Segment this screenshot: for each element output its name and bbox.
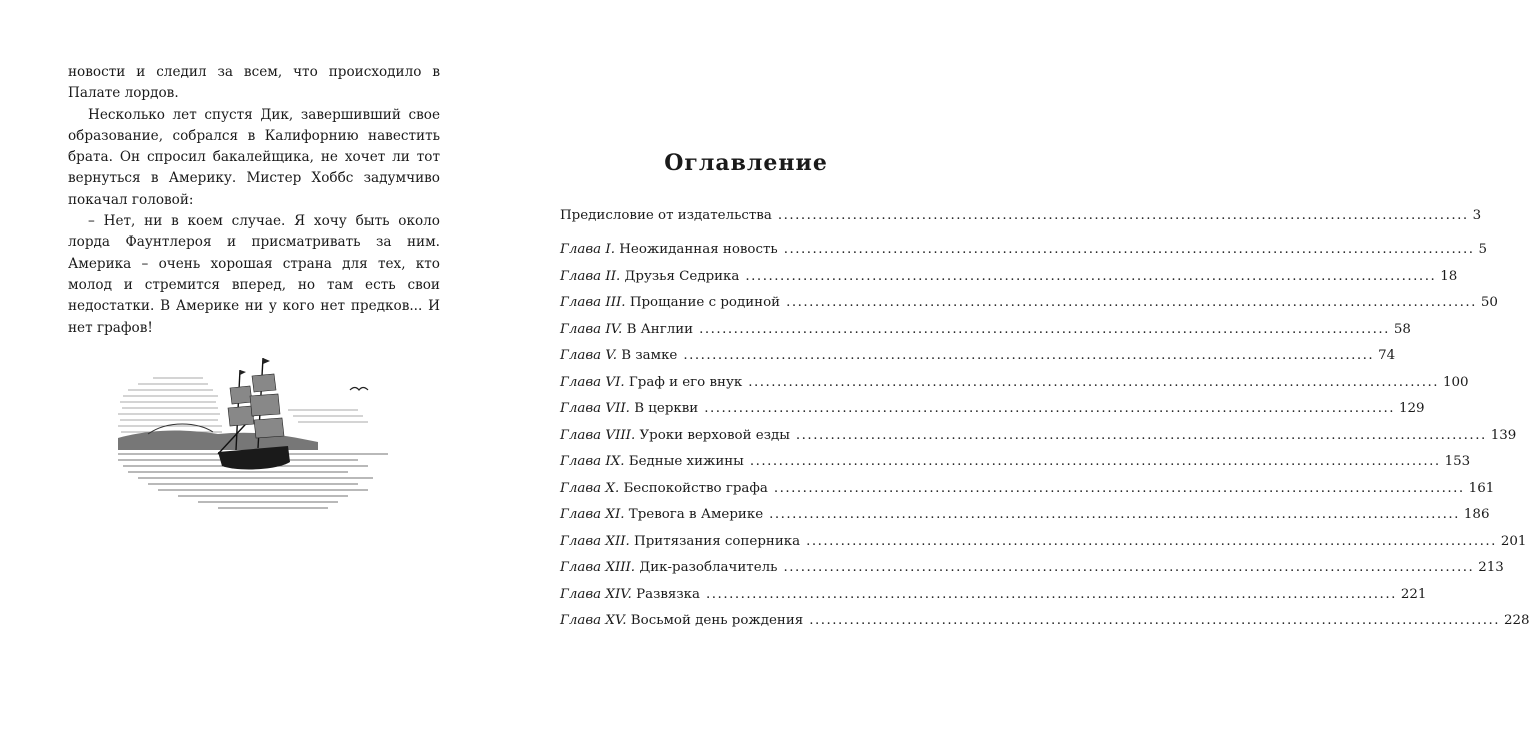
toc-chapter-title: Граф и его внук [628, 374, 743, 390]
toc-entry-label [560, 481, 768, 496]
toc-leader-dots: ........................................................................................................................ [704, 401, 1396, 416]
toc-chapter-title: Притязания соперника [634, 533, 801, 549]
left-page-text [68, 62, 440, 339]
toc-chapter-number: Глава XV. [560, 613, 627, 628]
toc-entry[interactable] [560, 507, 1490, 534]
toc-chapter-number: Глава III. [560, 295, 626, 310]
toc-chapter-title: Друзья Седрика [624, 268, 740, 284]
toc-leader-dots: ........................................................................................................................ [786, 295, 1477, 310]
toc-leader-dots: ........................................................................................................................ [783, 560, 1475, 575]
toc-chapter-number: Глава V. [560, 348, 617, 363]
toc-chapter-title: Уроки верховой езды [639, 427, 790, 443]
toc-chapter-number: Глава X. [560, 480, 620, 496]
toc-chapter-number: Глава VII. [560, 401, 630, 416]
toc-entry-label [560, 507, 763, 522]
toc-leader-dots: ........................................................................................................................ [773, 480, 1465, 496]
toc-entry[interactable] [560, 613, 1530, 640]
toc-leader-dots: ........................................................................................................................ [699, 321, 1390, 337]
toc-entry[interactable] [560, 268, 1458, 296]
toc-entry-label [560, 454, 744, 469]
toc-page-number: 74 [1378, 348, 1396, 363]
toc-entry[interactable] [560, 480, 1495, 508]
toc-chapter-title: В замке [621, 348, 678, 363]
sailing-ship-illustration [118, 350, 390, 515]
toc-leader-dots: ........................................................................................................................ [748, 374, 1439, 390]
toc-entry[interactable] [560, 560, 1504, 587]
toc-chapter-number: Глава VI. [560, 374, 625, 390]
toc-leader-dots: ........................................................................................................................ [795, 427, 1487, 443]
toc-entry-label [560, 208, 772, 223]
toc-page-number: 50 [1480, 295, 1498, 310]
toc-entry-label [560, 428, 790, 443]
toc-chapter-title: Развязка [636, 586, 701, 602]
toc-leader-dots: ........................................................................................................................ [683, 348, 1375, 363]
toc-entry-label [560, 295, 780, 310]
toc-title: Оглавление [664, 150, 828, 176]
toc-chapter-number: Глава XII. [560, 533, 630, 549]
toc-leader-dots: ........................................................................................................................ [809, 613, 1500, 628]
toc-chapter-title: В церкви [634, 401, 699, 416]
paragraph-1: новости и следил за всем, что происходило в Палате лордов. [68, 64, 440, 102]
paragraph-3: – Нет, ни в коем случае. Я хочу быть около лорда Фаунтлероя и присматривать за ним. Америка – очень хорошая страна для тех, кто молод и стремится вперед, но там есть свои недостатки. В Америке ни у кого нет предков... И нет графов! [68, 213, 440, 336]
toc-chapter-number: Глава II. [560, 268, 621, 284]
toc-leader-dots: ........................................................................................................................ [806, 533, 1497, 549]
toc-page-number: 221 [1400, 586, 1427, 602]
toc-entry-label [560, 401, 698, 416]
toc-entry-label [560, 560, 777, 575]
toc-entry-label [560, 242, 778, 257]
toc-entry-label [560, 587, 700, 602]
toc-chapter-number: Глава XIV. [560, 586, 632, 602]
toc-page-number: 186 [1463, 507, 1490, 522]
toc-page-number: 3 [1472, 208, 1482, 223]
toc-leader-dots: ........................................................................................................................ [745, 268, 1437, 284]
toc-page-number: 139 [1490, 427, 1517, 443]
toc-chapter-title: Восьмой день рождения [630, 613, 804, 628]
toc-leader-dots: ........................................................................................................................ [777, 208, 1469, 223]
toc-chapter-title: Тревога в Америке [628, 507, 764, 522]
toc-chapter-number: Глава XIII. [560, 560, 636, 575]
toc-entry[interactable] [560, 208, 1482, 242]
toc-entry-label [560, 348, 677, 363]
toc-page-number: 18 [1440, 268, 1458, 284]
toc-entry[interactable] [560, 348, 1396, 375]
toc-entry[interactable] [560, 454, 1471, 481]
toc-chapter-title: В Англии [626, 321, 694, 337]
toc-leader-dots: ........................................................................................................................ [749, 454, 1441, 469]
toc-chapter-number: Глава XI. [560, 507, 625, 522]
toc-chapter-title: Предисловие от издательства [560, 208, 772, 223]
toc-entry[interactable] [560, 295, 1498, 322]
toc-chapter-number: Глава IV. [560, 321, 623, 337]
toc-chapter-title: Бедные хижины [628, 454, 744, 469]
toc-page-number: 5 [1478, 242, 1488, 257]
toc-entry-label [560, 375, 742, 390]
toc-leader-dots: ........................................................................................................................ [706, 586, 1397, 602]
toc-leader-dots: ........................................................................................................................ [769, 507, 1460, 522]
toc-chapter-number: Глава VIII. [560, 427, 636, 443]
toc-entry[interactable] [560, 374, 1469, 402]
toc-entry[interactable] [560, 321, 1411, 349]
toc-entry-label [560, 322, 693, 337]
paragraph-2: Несколько лет спустя Дик, завершивший свое образование, собрался в Калифорнию навестить брата. Он спросил бакалейщика, не хочет ли тот вернуться в Америку. Мистер Хоббс задумчиво покачал головой: [68, 106, 440, 208]
toc-chapter-number: Глава IX. [560, 454, 625, 469]
toc-entry[interactable] [560, 401, 1425, 428]
toc-page-number: 100 [1443, 374, 1469, 390]
toc-chapter-title: Неожиданная новость [619, 242, 778, 257]
toc-page-number: 161 [1468, 480, 1495, 496]
toc-entry-label [560, 269, 739, 284]
toc-entry[interactable] [560, 533, 1527, 561]
toc-page-number: 129 [1399, 401, 1425, 416]
table-of-contents [560, 208, 1530, 640]
toc-page-number: 201 [1500, 533, 1527, 549]
toc-chapter-title: Прощание с родиной [629, 295, 781, 310]
toc-entry[interactable] [560, 242, 1488, 269]
toc-entry-label [560, 613, 803, 628]
toc-entry-label [560, 534, 800, 549]
toc-entry[interactable] [560, 586, 1427, 614]
toc-chapter-number: Глава I. [560, 242, 615, 257]
toc-page-number: 228 [1504, 613, 1530, 628]
toc-page-number: 58 [1393, 321, 1411, 337]
toc-chapter-title: Беспокойство графа [623, 480, 768, 496]
toc-page-number: 213 [1478, 560, 1504, 575]
toc-page-number: 153 [1444, 454, 1471, 469]
toc-chapter-title: Дик-разоблачитель [639, 560, 778, 575]
toc-leader-dots: ........................................................................................................................ [783, 242, 1475, 257]
toc-entry[interactable] [560, 427, 1517, 455]
